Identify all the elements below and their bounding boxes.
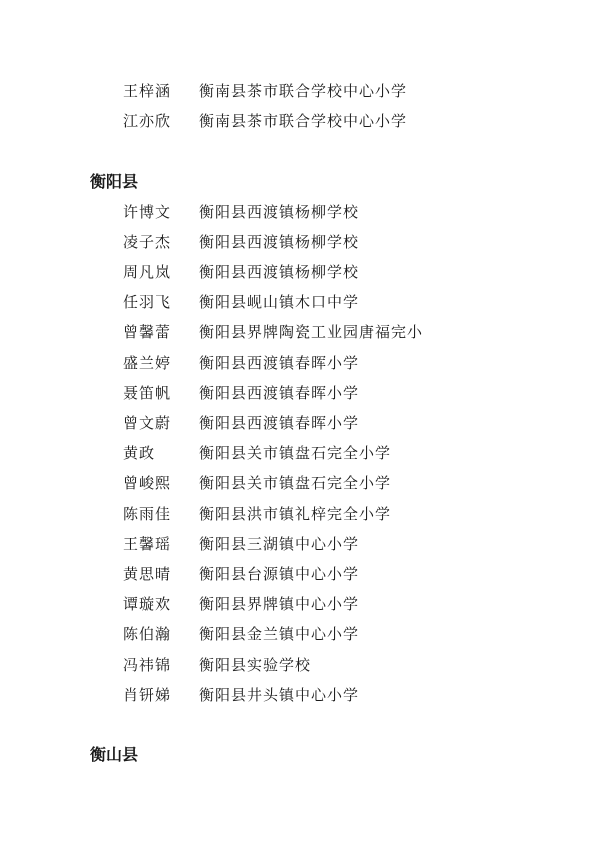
school-name: 衡阳县岘山镇木口中学 xyxy=(199,293,360,311)
school-name: 衡阳县井头镇中心小学 xyxy=(199,686,360,704)
school-name: 衡阳县洪市镇礼梓完全小学 xyxy=(199,505,392,523)
school-name: 衡阳县西渡镇春晖小学 xyxy=(199,384,360,402)
school-name: 衡南县茶市联合学校中心小学 xyxy=(199,112,408,130)
student-name: 盛兰婷 xyxy=(123,354,172,372)
student-name: 曾馨蕾 xyxy=(123,323,172,341)
school-name: 衡阳县西渡镇春晖小学 xyxy=(199,414,360,432)
school-name: 衡阳县界牌镇中心小学 xyxy=(199,595,360,613)
school-name: 衡阳县关市镇盘石完全小学 xyxy=(199,474,392,492)
student-name: 曾文蔚 xyxy=(123,414,172,432)
student-name: 江亦欣 xyxy=(123,112,172,130)
school-name: 衡阳县西渡镇杨柳学校 xyxy=(199,263,360,281)
school-name: 衡阳县西渡镇杨柳学校 xyxy=(199,233,360,251)
school-name: 衡阳县界牌陶瓷工业园唐福完小 xyxy=(199,323,424,341)
student-name: 曾峻熙 xyxy=(123,474,172,492)
school-name: 衡阳县金兰镇中心小学 xyxy=(199,625,360,643)
student-name: 王梓涵 xyxy=(123,82,172,100)
school-name: 衡阳县实验学校 xyxy=(199,656,312,674)
student-name: 任羽飞 xyxy=(123,293,172,311)
school-name: 衡阳县西渡镇春晖小学 xyxy=(199,354,360,372)
school-name: 衡阳县关市镇盘石完全小学 xyxy=(199,444,392,462)
student-name: 许博文 xyxy=(123,203,172,221)
student-name: 黄思晴 xyxy=(123,565,172,583)
school-name: 衡阳县三湖镇中心小学 xyxy=(199,535,360,553)
school-name: 衡南县茶市联合学校中心小学 xyxy=(199,82,408,100)
school-name: 衡阳县台源镇中心小学 xyxy=(199,565,360,583)
student-name: 冯祎锦 xyxy=(123,656,172,674)
student-name: 王馨瑶 xyxy=(123,535,172,553)
section-heading: 衡阳县 xyxy=(90,172,139,191)
student-name: 凌子杰 xyxy=(123,233,172,251)
student-name: 陈伯瀚 xyxy=(123,625,172,643)
student-name: 黄政 xyxy=(123,444,156,462)
student-name: 肖钘娣 xyxy=(123,686,172,704)
school-name: 衡阳县西渡镇杨柳学校 xyxy=(199,203,360,221)
student-name: 周凡岚 xyxy=(123,263,172,281)
student-name: 陈雨佳 xyxy=(123,505,172,523)
student-name: 聂笛帆 xyxy=(123,384,172,402)
student-name: 谭璇欢 xyxy=(123,595,172,613)
section-heading: 衡山县 xyxy=(90,745,139,764)
